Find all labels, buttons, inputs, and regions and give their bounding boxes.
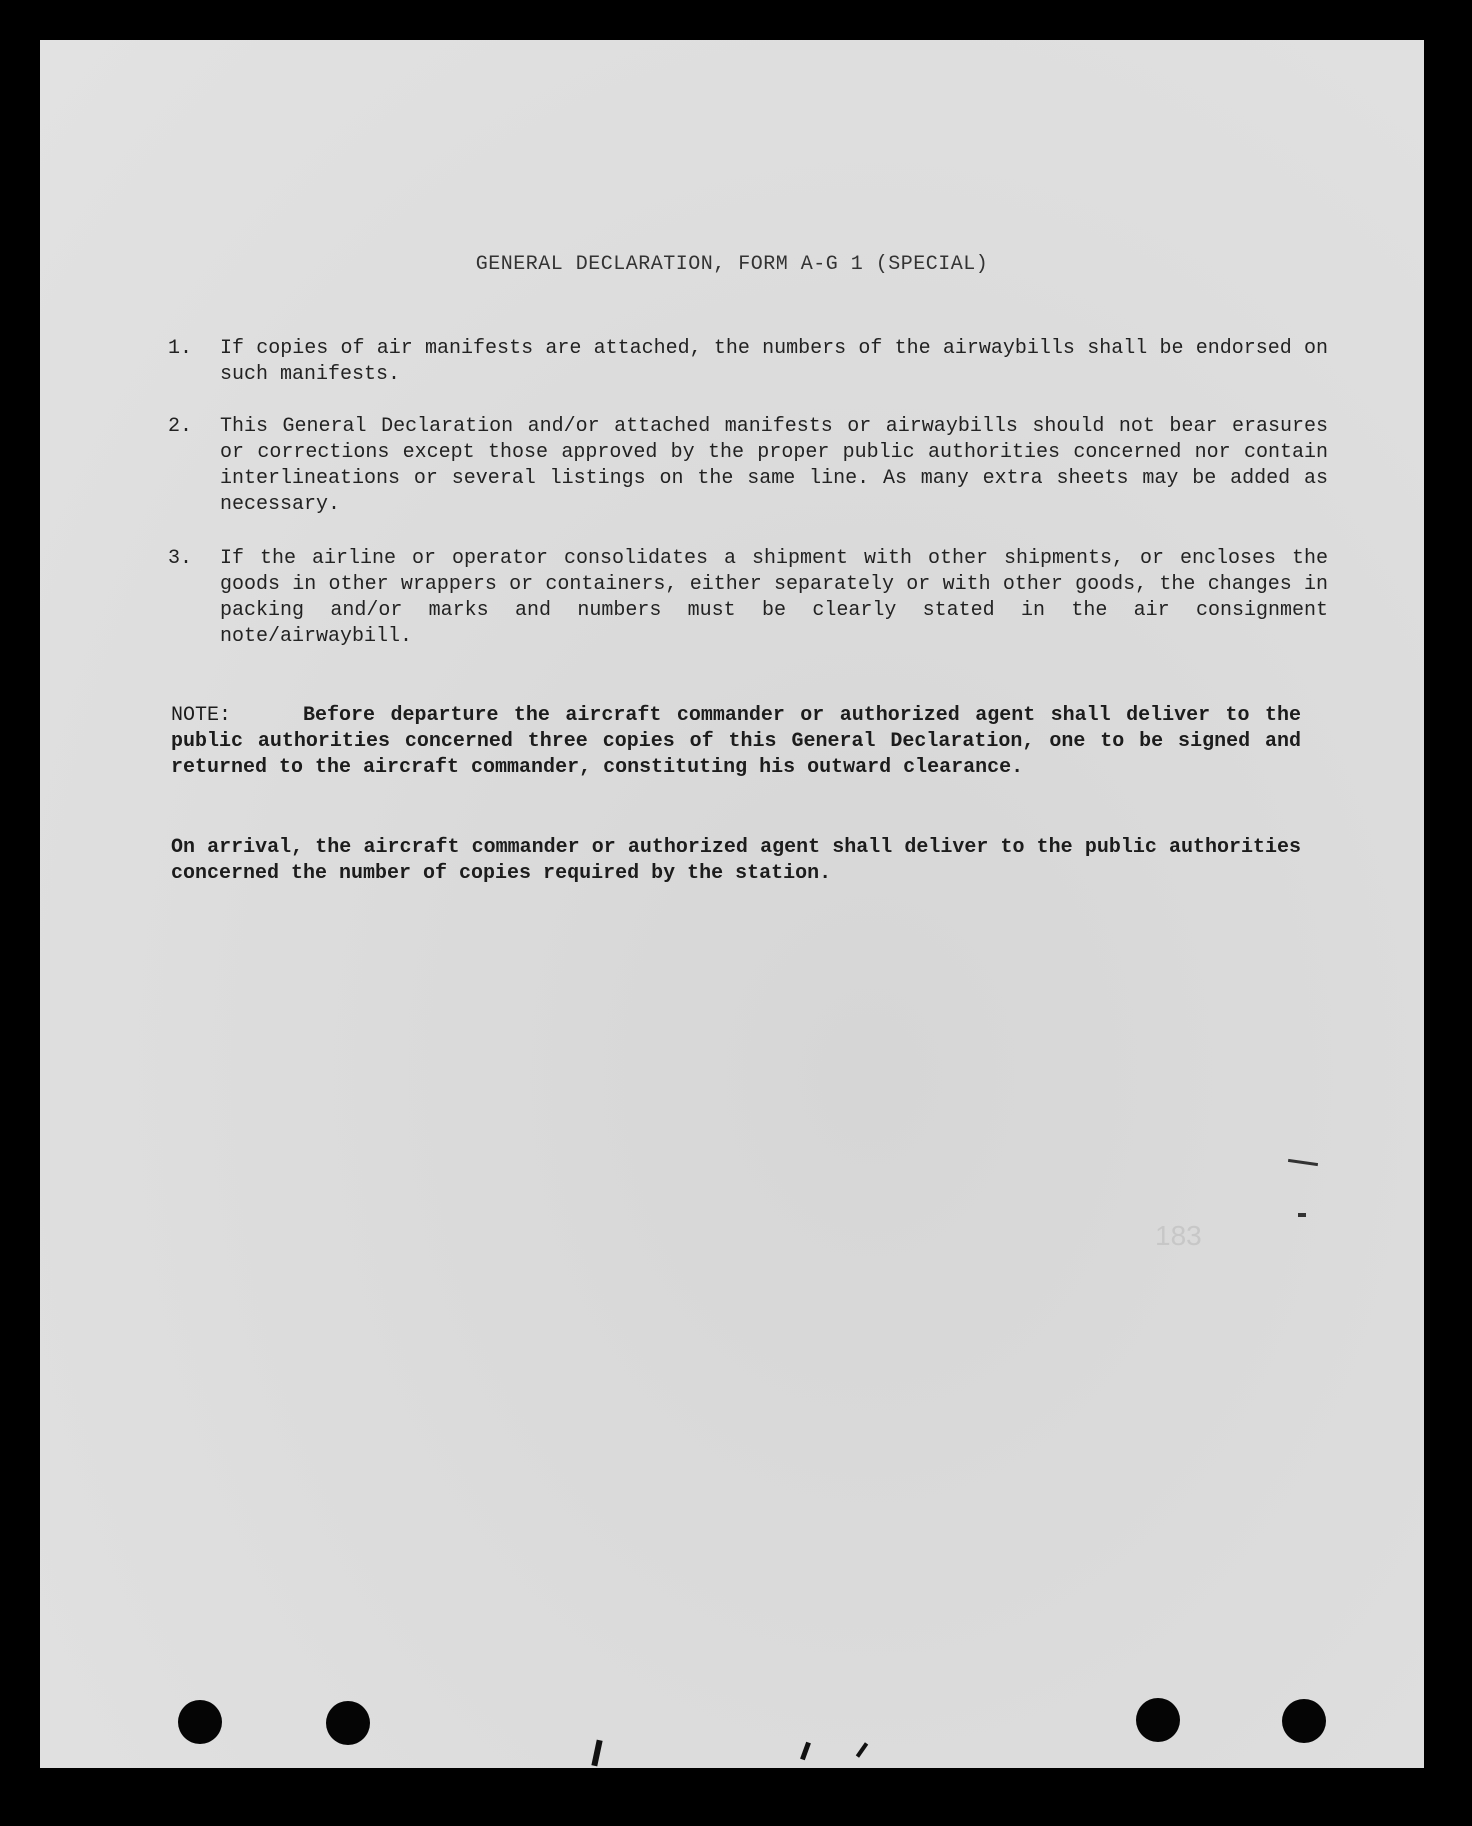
- scan-mark: [800, 1742, 811, 1761]
- item-number: 3.: [168, 547, 193, 570]
- item-text: If the airline or operator consolidates a shipment with other shipments, or encloses the goods in other wrappers or containers, either separately or with other goods, the changes in packing and/or marks and numbers must be clearly stated in the air consignment note/airwaybill.: [220, 547, 1328, 648]
- scan-mark: [1288, 1159, 1318, 1166]
- item-text: If copies of air manifests are attached, the numbers of the airwaybills shall be endorsed on such manifests.: [220, 337, 1328, 386]
- punch-hole: [1282, 1699, 1326, 1743]
- scan-mark: [591, 1740, 602, 1767]
- instruction-item-3: [168, 546, 1328, 650]
- note-paragraph: [171, 703, 1301, 781]
- punch-hole: [326, 1701, 370, 1745]
- note-text: Before departure the aircraft commander or authorized agent shall deliver to the public authorities concerned three copies of this General Declaration, one to be signed and returned to the aircraft commander, constituting his outward clearance.: [171, 704, 1301, 779]
- item-number: 1.: [168, 337, 193, 360]
- note-label: NOTE:: [171, 704, 232, 727]
- punch-hole: [1136, 1698, 1180, 1742]
- instruction-item-2: [168, 414, 1328, 518]
- item-number: 2.: [168, 415, 193, 438]
- punch-hole: [178, 1700, 222, 1744]
- document-title: GENERAL DECLARATION, FORM A-G 1 (SPECIAL): [475, 253, 989, 276]
- faint-stamp-number: 183: [1155, 1220, 1202, 1251]
- scan-mark: [1298, 1213, 1306, 1217]
- arrival-paragraph: On arrival, the aircraft commander or authorized agent shall deliver to the public authorities concerned the number of copies required by the station.: [171, 836, 1301, 885]
- item-text: This General Declaration and/or attached manifests or airwaybills should not bear erasures or corrections except those approved by the proper public authorities concerned nor contain interlineations or several listings on the same line. As many extra sheets may be added as necessary.: [220, 415, 1328, 516]
- instruction-item-1: [168, 336, 1328, 388]
- document-page: [40, 40, 1424, 1768]
- scan-mark: [856, 1742, 868, 1757]
